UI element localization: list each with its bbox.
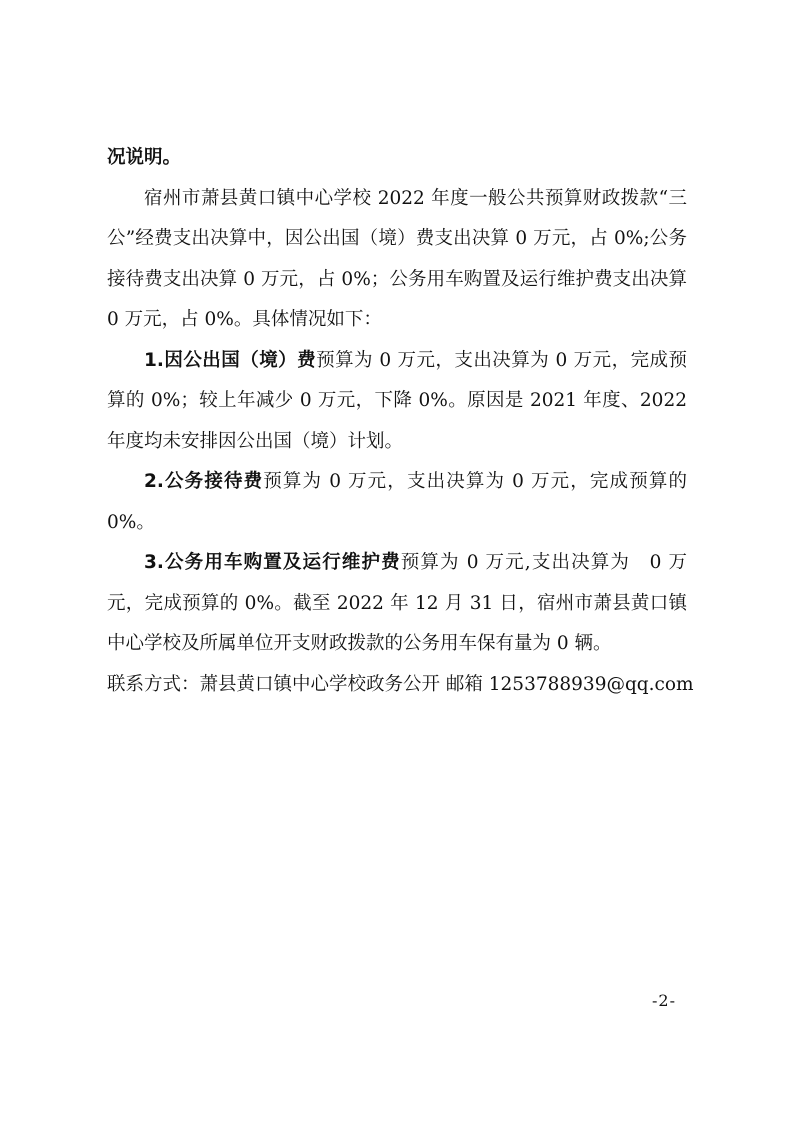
item-paragraph-1 xyxy=(107,341,687,463)
summary-paragraph: 宿州市萧县黄口镇中心学校 2022 年度一般公共预算财政拨款“三公”经费支出决算中，因公出国（境）费支出决算 0 万元，占 0%;公务接待费支出决算 0 万元，占 0%；公务用车购置及运行维护费支出决算 0 万元，占 0%。具体情况如下： xyxy=(107,187,687,330)
contact-information: 联系方式：萧县黄口镇中心学校政务公开 邮箱 1253788939@qq.com xyxy=(107,673,694,695)
item-text-3: 预算为 0 万元,支出决算为 0 万元，完成预算的 0%。截至 2022 年 12 月 31 日，宿州市萧县黄口镇中心学校及所属单位开支财政拨款的公务用车保有量为 0 辆。 xyxy=(107,552,687,654)
item-heading-3: 3.公务用车购置及运行维护费 xyxy=(144,552,401,573)
item-text-1: 预算为 0 万元，支出决算为 0 万元，完成预算的 0%；较上年减少 0 万元，下降 0%。原因是 2021 年度、2022 年度均未安排因公出国（境）计划。 xyxy=(107,349,687,452)
item-paragraph-3 xyxy=(107,543,687,665)
item-paragraph-2 xyxy=(107,462,687,543)
item-heading-1: 1.因公出国（境）费 xyxy=(144,349,317,371)
page-number: -2- xyxy=(652,991,676,1010)
item-text-2: 预算为 0 万元，支出决算为 0 万元，完成预算的 0%。 xyxy=(107,471,687,533)
opening-line: 况说明。 xyxy=(107,147,182,168)
item-heading-2: 2.公务接待费 xyxy=(144,471,264,492)
document-body xyxy=(107,138,694,705)
